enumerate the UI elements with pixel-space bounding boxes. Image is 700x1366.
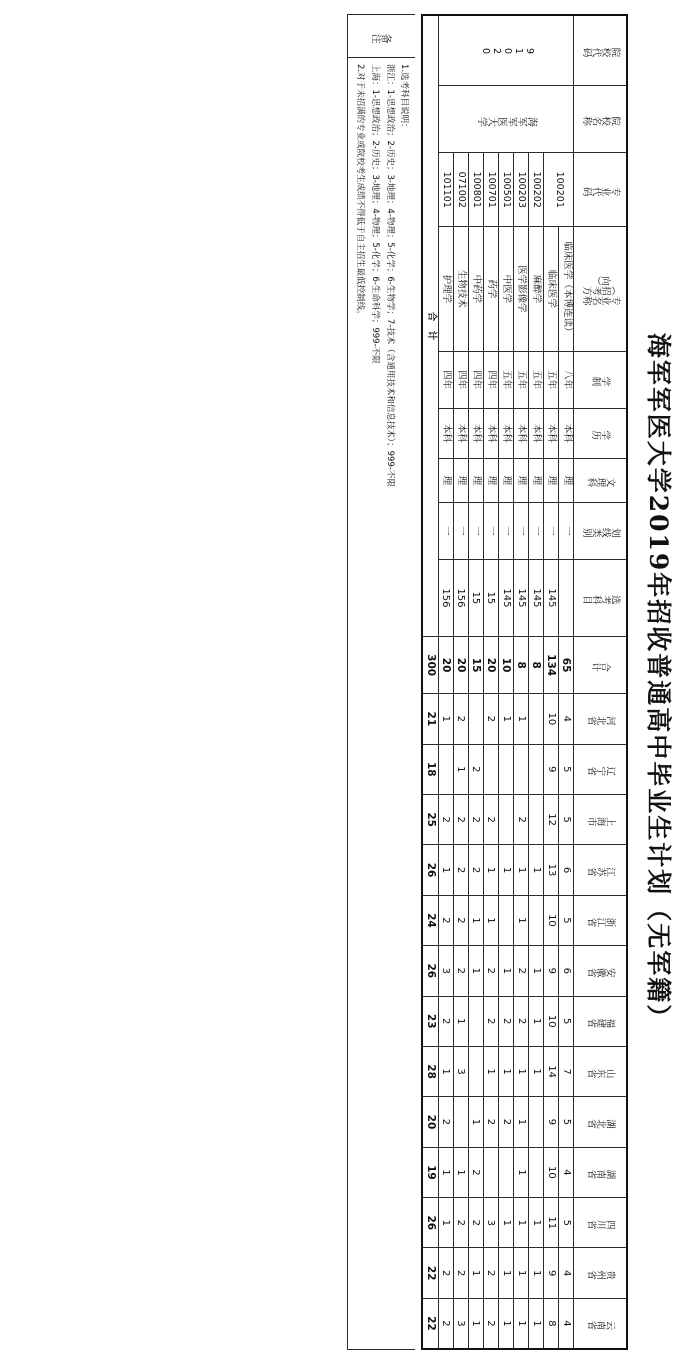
cell-province-value: 1: [438, 1046, 453, 1096]
summary-province-value: 25: [422, 794, 438, 844]
header-degree: 学历: [574, 408, 627, 458]
cell-row-total: 10: [498, 637, 513, 694]
cell-province-value: 2: [468, 794, 483, 844]
cell-province-value: 2: [438, 1248, 453, 1298]
cell-major-name: 临床医学: [543, 227, 558, 351]
cell-school-name: [438, 86, 574, 153]
cell-province-value: 1: [498, 1046, 513, 1096]
cell-province-value: 12: [543, 794, 558, 844]
header-line-type: 划线类别: [574, 502, 627, 559]
cell-province-value: 2: [453, 845, 468, 895]
cell-province-value: 1: [513, 895, 528, 945]
cell-province-value: [483, 1147, 498, 1197]
cell-province-value: 1: [513, 845, 528, 895]
header-province: [574, 946, 627, 996]
cell-province-value: 3: [453, 1298, 468, 1349]
cell-province-value: 8: [543, 1298, 558, 1349]
summary-province-value: 26: [422, 1198, 438, 1248]
table-row: [483, 15, 498, 1349]
cell-province-value: 1: [513, 1248, 528, 1298]
table-row: [513, 15, 528, 1349]
cell-length: 四年: [453, 351, 468, 408]
cell-province-value: 2: [438, 1097, 453, 1147]
cell-province-value: 10: [543, 694, 558, 744]
cell-degree: 本科: [528, 408, 543, 458]
cell-subject: 15: [468, 559, 483, 636]
cell-length: 五年: [528, 351, 543, 408]
cell-province-value: [528, 794, 543, 844]
header-province-label: 河北省: [587, 713, 617, 725]
cell-row-total: 8: [528, 637, 543, 694]
cell-province-value: 1: [528, 845, 543, 895]
header-province-label: 安徽省: [587, 965, 617, 977]
cell-major-code: 100203: [513, 153, 528, 227]
header-province-label: 福建省: [587, 1016, 617, 1028]
header-row: [574, 15, 627, 1349]
cell-degree: 本科: [498, 408, 513, 458]
cell-province-value: 2: [498, 1097, 513, 1147]
cell-subject: 15: [483, 559, 498, 636]
cell-province-value: 4: [559, 1248, 574, 1298]
cell-wenli: 理: [513, 459, 528, 503]
cell-province-value: 1: [453, 1147, 468, 1197]
cell-province-value: 5: [559, 895, 574, 945]
cell-province-value: 1: [483, 845, 498, 895]
header-province: [574, 1046, 627, 1096]
cell-province-value: 5: [559, 794, 574, 844]
cell-province-value: 1: [513, 1298, 528, 1349]
cell-province-value: [498, 744, 513, 794]
header-province: [574, 1298, 627, 1349]
cell-province-value: 2: [498, 996, 513, 1046]
cell-province-value: 3: [453, 1046, 468, 1096]
cell-province-value: 1: [528, 946, 543, 996]
cell-province-value: 2: [513, 996, 528, 1046]
cell-line-type: 一: [513, 502, 528, 559]
school-name-value: 海军军医大学: [477, 114, 538, 126]
header-province: [574, 895, 627, 945]
cell-wenli: 理: [483, 459, 498, 503]
header-province: [574, 1097, 627, 1147]
cell-province-value: 1: [468, 1097, 483, 1147]
summary-province-value: 28: [422, 1046, 438, 1096]
table-row: [438, 15, 453, 1349]
cell-subject: 156: [438, 559, 453, 636]
cell-degree: 本科: [468, 408, 483, 458]
cell-row-total: 20: [453, 637, 468, 694]
cell-province-value: 2: [483, 996, 498, 1046]
school-code-value: 91020: [480, 45, 536, 57]
cell-line-type: 一: [438, 502, 453, 559]
cell-province-value: [453, 1097, 468, 1147]
cell-line-type: 一: [528, 502, 543, 559]
cell-province-value: 5: [559, 1198, 574, 1248]
cell-province-value: 2: [453, 895, 468, 945]
cell-major-code: 100701: [483, 153, 498, 227]
admission-plan-table: [421, 14, 628, 1350]
header-province: [574, 1248, 627, 1298]
header-province: [574, 845, 627, 895]
cell-province-value: 4: [559, 1147, 574, 1197]
cell-major-name: 药学: [483, 227, 498, 351]
header-length: 学制: [574, 351, 627, 408]
cell-province-value: 1: [468, 1298, 483, 1349]
header-province: [574, 996, 627, 1046]
cell-province-value: [438, 744, 453, 794]
summary-province-value: 24: [422, 895, 438, 945]
cell-wenli: 理: [559, 459, 574, 503]
header-province: [574, 1147, 627, 1197]
cell-major-name: 麻醉学: [528, 227, 543, 351]
cell-province-value: 7: [559, 1046, 574, 1096]
header-province-label: 江苏省: [587, 865, 617, 877]
cell-province-value: 1: [528, 1198, 543, 1248]
cell-province-value: 1: [513, 694, 528, 744]
header-school-code: 院校代码: [574, 15, 627, 86]
cell-province-value: [528, 1097, 543, 1147]
cell-province-value: [468, 1046, 483, 1096]
cell-degree: 本科: [513, 408, 528, 458]
summary-province-value: 26: [422, 845, 438, 895]
cell-major-name: 临床医学（本博连读）: [559, 227, 574, 351]
cell-province-value: 3: [438, 946, 453, 996]
cell-province-value: 2: [483, 694, 498, 744]
notes-section: [347, 14, 415, 1350]
cell-line-type: 一: [498, 502, 513, 559]
cell-province-value: 6: [559, 845, 574, 895]
cell-province-value: 9: [543, 744, 558, 794]
table-row: [468, 15, 483, 1349]
cell-province-value: 10: [543, 996, 558, 1046]
cell-row-total: 8: [513, 637, 528, 694]
cell-province-value: 2: [513, 794, 528, 844]
cell-province-value: 3: [483, 1198, 498, 1248]
cell-province-value: 2: [453, 946, 468, 996]
cell-province-value: 1: [528, 1046, 543, 1096]
summary-province-value: 21: [422, 694, 438, 744]
cell-province-value: 1: [498, 694, 513, 744]
cell-line-type: 一: [543, 502, 558, 559]
cell-province-value: 1: [513, 1097, 528, 1147]
header-province-label: 浙江省: [587, 915, 617, 927]
header-province-label: 云南省: [587, 1318, 617, 1330]
header-wenli: 文理科: [574, 459, 627, 503]
cell-province-value: 2: [483, 1097, 498, 1147]
cell-wenli: 理: [468, 459, 483, 503]
cell-province-value: 1: [438, 694, 453, 744]
summary-province-value: 26: [422, 946, 438, 996]
cell-province-value: 10: [543, 1147, 558, 1197]
cell-province-value: 1: [528, 1298, 543, 1349]
cell-row-total: 20: [438, 637, 453, 694]
cell-line-type: 一: [483, 502, 498, 559]
cell-province-value: 1: [498, 1298, 513, 1349]
cell-province-value: 13: [543, 845, 558, 895]
cell-province-value: 1: [468, 895, 483, 945]
cell-major-name: 中医学: [498, 227, 513, 351]
header-province-label: 四川省: [587, 1217, 617, 1229]
summary-province-value: 18: [422, 744, 438, 794]
cell-length: 四年: [483, 351, 498, 408]
cell-school-code: [438, 15, 574, 86]
summary-province-value: 19: [422, 1147, 438, 1197]
header-province: [574, 744, 627, 794]
summary-province-value: 20: [422, 1097, 438, 1147]
cell-major-code: 071002: [453, 153, 468, 227]
header-major-code: 专业代码: [574, 153, 627, 227]
table-header: [574, 15, 627, 1349]
cell-province-value: 2: [468, 845, 483, 895]
table-body: [422, 15, 573, 1349]
cell-province-value: 2: [438, 996, 453, 1046]
cell-province-value: 1: [468, 946, 483, 996]
cell-subject: 145: [513, 559, 528, 636]
cell-province-value: 1: [438, 845, 453, 895]
cell-province-value: [498, 794, 513, 844]
cell-length: 五年: [498, 351, 513, 408]
cell-province-value: 2: [453, 794, 468, 844]
summary-grand-total: 300: [422, 637, 438, 694]
cell-row-total: 65: [559, 637, 574, 694]
cell-major-code: 100501: [498, 153, 513, 227]
cell-province-value: 1: [513, 1147, 528, 1197]
note-item: 上海：1-思想政治；2-历史；3-地理；4-物理；5-化学；6-生命科学；999-不限: [369, 64, 380, 364]
header-total: 合计: [574, 637, 627, 694]
cell-province-value: 1: [528, 996, 543, 1046]
cell-length: 四年: [438, 351, 453, 408]
cell-province-value: 9: [543, 946, 558, 996]
table-row: [453, 15, 468, 1349]
cell-degree: 本科: [483, 408, 498, 458]
cell-province-value: 6: [559, 946, 574, 996]
cell-length: 八年: [559, 351, 574, 408]
cell-length: 五年: [513, 351, 528, 408]
cell-province-value: [468, 694, 483, 744]
cell-degree: 本科: [438, 408, 453, 458]
cell-province-value: 2: [468, 1198, 483, 1248]
header-province-label: 贵州省: [587, 1268, 617, 1280]
cell-province-value: [528, 694, 543, 744]
header-subject: 选考科目: [574, 559, 627, 636]
cell-line-type: 一: [468, 502, 483, 559]
cell-province-value: 2: [438, 794, 453, 844]
notes-label: 备注: [347, 14, 415, 58]
cell-province-value: 2: [453, 694, 468, 744]
cell-major-code: 100801: [468, 153, 483, 227]
cell-subject: 156: [453, 559, 468, 636]
cell-province-value: 2: [483, 1298, 498, 1349]
cell-major-code: 100201: [543, 153, 573, 227]
cell-province-value: 14: [543, 1046, 558, 1096]
cell-province-value: 1: [483, 1046, 498, 1096]
cell-province-value: 2: [453, 1248, 468, 1298]
cell-province-value: 5: [559, 744, 574, 794]
cell-wenli: 理: [453, 459, 468, 503]
cell-province-value: 1: [498, 845, 513, 895]
cell-province-value: 5: [559, 1097, 574, 1147]
note-item: 1.选考科目说明：: [399, 64, 410, 132]
cell-province-value: [513, 744, 528, 794]
cell-degree: 本科: [559, 408, 574, 458]
cell-province-value: 2: [483, 946, 498, 996]
cell-province-value: [483, 744, 498, 794]
cell-province-value: 2: [483, 1248, 498, 1298]
cell-row-total: 134: [543, 637, 558, 694]
cell-wenli: 理: [528, 459, 543, 503]
cell-province-value: 1: [498, 1198, 513, 1248]
cell-province-value: [528, 744, 543, 794]
summary-province-value: 23: [422, 996, 438, 1046]
header-school-name: 院校名称: [574, 86, 627, 153]
cell-row-total: 20: [483, 637, 498, 694]
cell-major-name: 护理学: [438, 227, 453, 351]
cell-subject: [559, 559, 574, 636]
cell-province-value: [528, 1147, 543, 1197]
cell-province-value: [468, 996, 483, 1046]
cell-province-value: 1: [498, 946, 513, 996]
cell-subject: 145: [528, 559, 543, 636]
cell-province-value: [498, 895, 513, 945]
cell-major-name: 医学影像学: [513, 227, 528, 351]
cell-degree: 本科: [453, 408, 468, 458]
cell-major-code: 100202: [528, 153, 543, 227]
summary-province-value: 22: [422, 1298, 438, 1349]
header-province-label: 湖北省: [587, 1116, 617, 1128]
cell-province-value: 1: [513, 1198, 528, 1248]
header-province-label: 辽宁省: [587, 764, 617, 776]
cell-province-value: 9: [543, 1248, 558, 1298]
notes-body: [347, 58, 415, 1350]
cell-wenli: 理: [498, 459, 513, 503]
note-item: 浙江：1-思想政治；2-历史；3-地理；4-物理；5-化学；6-生物学；7-技术（含通用技术和信息技术）；999-不限: [384, 64, 395, 487]
cell-line-type: 一: [559, 502, 574, 559]
header-province: [574, 1198, 627, 1248]
cell-province-value: 1: [438, 1147, 453, 1197]
table-row: [498, 15, 513, 1349]
cell-major-code: 101101: [438, 153, 453, 227]
cell-wenli: 理: [543, 459, 558, 503]
note-item: 2.对于未招满的专业或院校考生成绩不得低于自主招生最低控制线。: [355, 64, 366, 319]
summary-province-value: 22: [422, 1248, 438, 1298]
cell-province-value: 4: [559, 694, 574, 744]
cell-province-value: 2: [513, 946, 528, 996]
cell-province-value: 11: [543, 1198, 558, 1248]
cell-wenli: 理: [438, 459, 453, 503]
cell-province-value: 2: [438, 895, 453, 945]
table-row: [559, 15, 574, 1349]
cell-province-value: 1: [453, 744, 468, 794]
cell-length: 五年: [543, 351, 558, 408]
table-summary-row: [422, 15, 438, 1349]
header-province-label: 湖南省: [587, 1167, 617, 1179]
cell-row-total: 15: [468, 637, 483, 694]
cell-province-value: 1: [483, 895, 498, 945]
cell-province-value: 9: [543, 1097, 558, 1147]
cell-province-value: 2: [453, 1198, 468, 1248]
header-province-label: 山东省: [587, 1066, 617, 1078]
cell-degree: 本科: [543, 408, 558, 458]
cell-province-value: 2: [468, 1147, 483, 1197]
header-major-name: 专业名称（招考方向）: [574, 227, 627, 351]
cell-province-value: 4: [559, 1298, 574, 1349]
cell-province-value: 1: [453, 996, 468, 1046]
page-title: 海军军医大学2019年招收普通高中毕业生计划（无军籍）: [644, 332, 673, 1032]
cell-province-value: 2: [483, 794, 498, 844]
cell-subject: 145: [543, 559, 558, 636]
cell-province-value: 1: [528, 1248, 543, 1298]
summary-label: 合 计: [422, 15, 438, 637]
header-province: [574, 794, 627, 844]
cell-province-value: [528, 895, 543, 945]
cell-province-value: 10: [543, 895, 558, 945]
cell-length: 四年: [468, 351, 483, 408]
cell-province-value: [498, 1147, 513, 1197]
cell-province-value: 1: [468, 1248, 483, 1298]
cell-province-value: 5: [559, 996, 574, 1046]
cell-province-value: 1: [513, 1046, 528, 1096]
cell-province-value: 1: [438, 1198, 453, 1248]
table-row: [528, 15, 543, 1349]
header-province: [574, 694, 627, 744]
cell-province-value: 2: [438, 1298, 453, 1349]
header-province-label: 上海市: [587, 814, 617, 826]
cell-major-name: 中药学: [468, 227, 483, 351]
cell-province-value: 1: [498, 1248, 513, 1298]
cell-subject: 145: [498, 559, 513, 636]
cell-line-type: 一: [453, 502, 468, 559]
cell-province-value: 2: [468, 744, 483, 794]
cell-major-name: 生物技术: [453, 227, 468, 351]
